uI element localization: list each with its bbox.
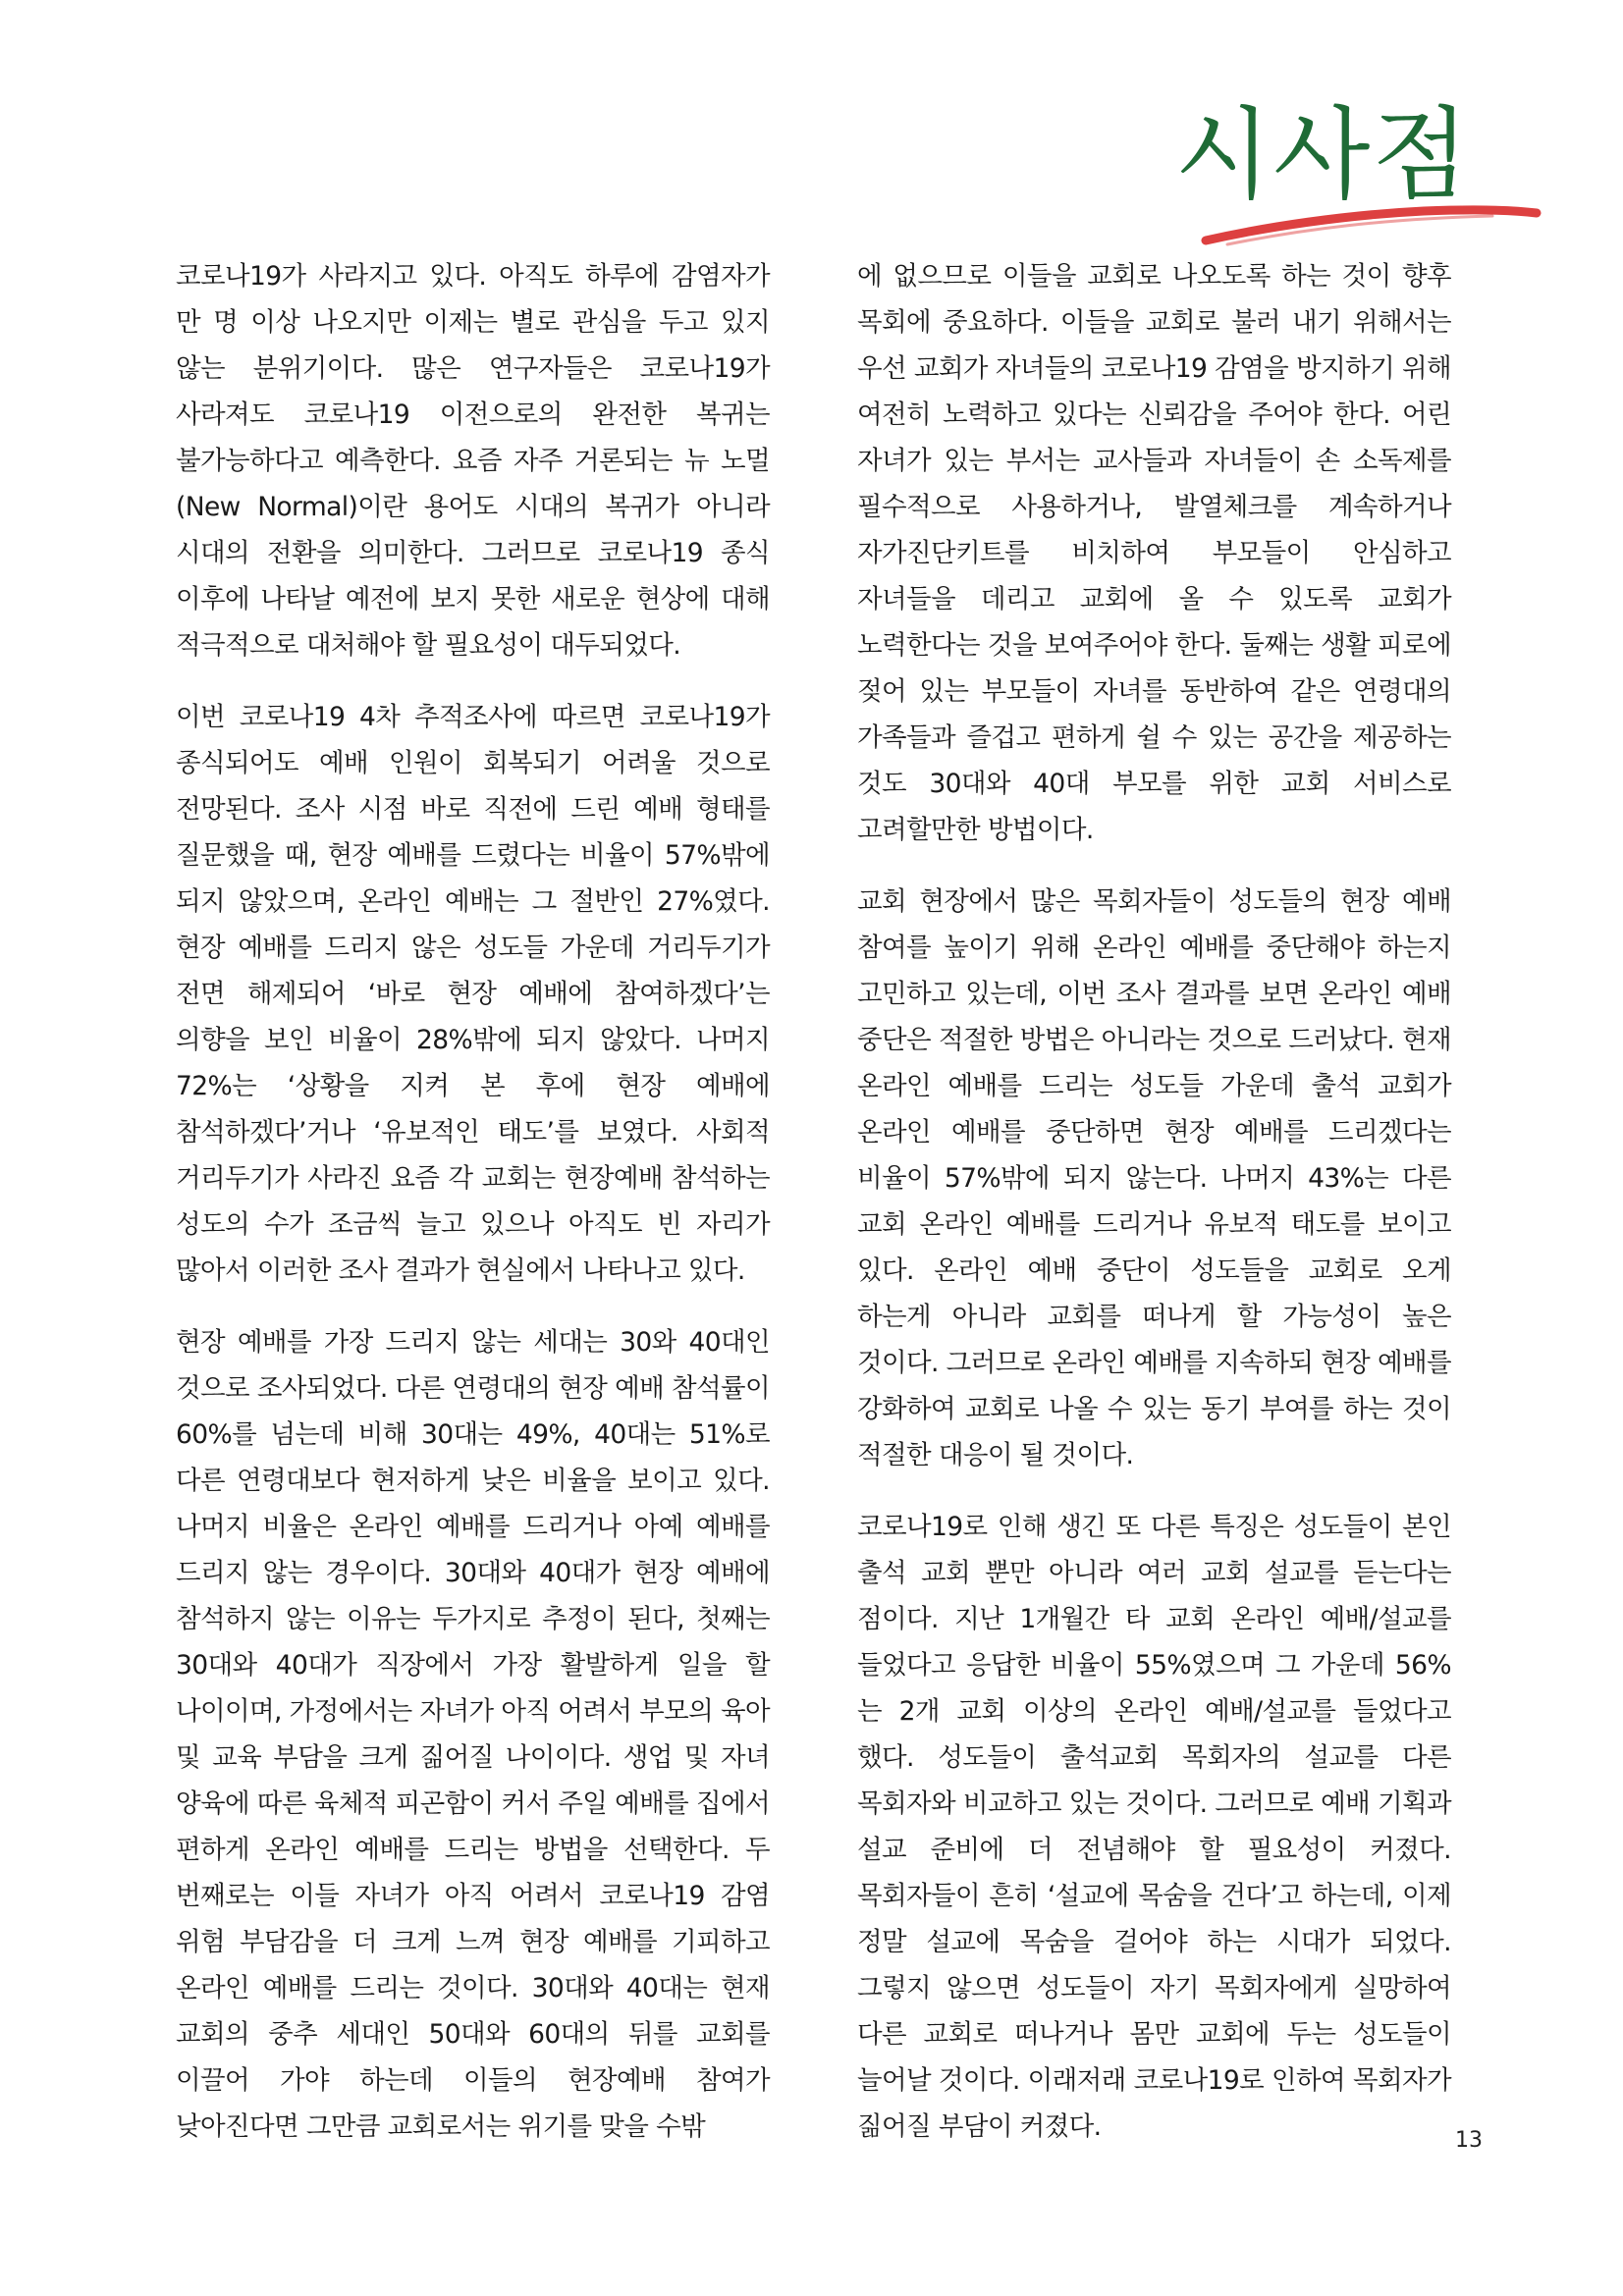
paragraph: 에 없으므로 이들을 교회로 나오도록 하는 것이 향후 목회에 중요하다. 이들을 교회로 불러 내기 위해서는 우선 교회가 자녀들의 코로나19 감염을 방지하기 위해 여전히 노력하고 있다는 신뢰감을 주어야 한다. 어린 자녀가 있는 부서는 교사들과 자녀들이 손 소독제를 필수적으로 사용하거나, 발열체크를 계속하거나 자가진단키트를 비치하여 부모들이 안심하고 자녀들을 데리고 교회에 올 수 있도록 교회가 노력한다는 것을 보여주어야 한다. 둘째는 생활 피로에 젖어 있는 부모들이 자녀를 동반하여 같은 연령대의 가족들과 즐겁고 편하게 쉴 수 있는 공간을 제공하는 것도 30대와 40대 부모를 위한 교회 서비스로 고려할만한 방법이다. bbox=[857, 261, 1451, 845]
page-title: 시사점 bbox=[1174, 97, 1471, 214]
paragraph: 교회 현장에서 많은 목회자들이 성도들의 현장 예배 참여를 높이기 위해 온라인 예배를 중단해야 하는지 고민하고 있는데, 이번 조사 결과를 보면 온라인 예배 중단은 적절한 방법은 아니라는 것으로 드러났다. 현재 온라인 예배를 드리는 성도들 가운데 출석 교회가 온라인 예배를 중단하면 현장 예배를 드리겠다는 비율이 57%밖에 되지 않는다. 나머지 43%는 다른 교회 온라인 예배를 드리거나 유보적 태도를 보이고 있다. 온라인 예배 중단이 성도들을 교회로 오게 하는게 아니라 교회를 떠나게 할 가능성이 높은 것이다. 그러므로 온라인 예배를 지속하되 현장 예배를 강화하여 교회로 나올 수 있는 동기 부여를 하는 것이 적절한 대응이 될 것이다. bbox=[857, 886, 1451, 1470]
page-number: 13 bbox=[1455, 2128, 1483, 2153]
red-brush-stroke bbox=[1198, 201, 1542, 250]
paragraph: 코로나19로 인해 생긴 또 다른 특징은 성도들이 본인 출석 교회 뿐만 아니라 여러 교회 설교를 듣는다는 점이다. 지난 1개월간 타 교회 온라인 예배/설교를 들었다고 응답한 비율이 55%였으며 그 가운데 56%는 2개 교회 이상의 온라인 예배/설교를 들었다고 했다. 성도들이 출석교회 목회자의 설교를 다른 목회자와 비교하고 있는 것이다. 그러므로 예배 기획과 설교 준비에 더 전념해야 할 필요성이 커졌다. 목회자들이 흔히 ‘설교에 목숨을 건다’고 하는데, 이제 정말 설교에 목숨을 걸어야 하는 시대가 되었다. 그렇지 않으면 성도들이 자기 목회자에게 실망하여 다른 교회로 떠나거나 몸만 교회에 두는 성도들이 늘어날 것이다. 이래저래 코로나19로 인하여 목회자가 짊어질 부담이 커졌다. bbox=[857, 1512, 1451, 2142]
paragraph: 코로나19가 사라지고 있다. 아직도 하루에 감염자가 만 명 이상 나오지만 이제는 별로 관심을 두고 있지 않는 분위기이다. 많은 연구자들은 코로나19가 사라져도 코로나19 이전으로의 완전한 복귀는 불가능하다고 예측한다. 요즘 자주 거론되는 뉴 노멀(New Normal)이란 용어도 시대의 복귀가 아니라 시대의 전환을 의미한다. 그러므로 코로나19 종식 이후에 나타날 예전에 보지 못한 새로운 현상에 대해 적극적으로 대처해야 할 필요성이 대두되었다. bbox=[176, 261, 770, 661]
text-column-right bbox=[857, 253, 1451, 2175]
paragraph: 현장 예배를 가장 드리지 않는 세대는 30와 40대인 것으로 조사되었다. 다른 연령대의 현장 예배 참석률이 60%를 넘는데 비해 30대는 49%, 40대는 51%로 다른 연령대보다 현저하게 낮은 비율을 보이고 있다. 나머지 비율은 온라인 예배를 드리거나 아예 예배를 드리지 않는 경우이다. 30대와 40대가 현장 예배에 참석하지 않는 이유는 두가지로 추정이 된다, 첫째는 30대와 40대가 직장에서 가장 활발하게 일을 할 나이이며, 가정에서는 자녀가 아직 어려서 부모의 육아 및 교육 부담을 크게 짊어질 나이이다. 생업 및 자녀 양육에 따른 육체적 피곤함이 커서 주일 예배를 집에서 편하게 온라인 예배를 드리는 방법을 선택한다. 두 번째로는 이들 자녀가 아직 어려서 코로나19 감염 위험 부담감을 더 크게 느껴 현장 예배를 기피하고 온라인 예배를 드리는 것이다. 30대와 40대는 현재 교회의 중추 세대인 50대와 60대의 뒤를 교회를 이끌어 가야 하는데 이들의 현장예배 참여가 낮아진다면 그만큼 교회로서는 위기를 맞을 수밖 bbox=[176, 1327, 770, 2142]
text-column-left bbox=[176, 253, 770, 2175]
paragraph: 이번 코로나19 4차 추적조사에 따르면 코로나19가 종식되어도 예배 인원이 회복되기 어려울 것으로 전망된다. 조사 시점 바로 직전에 드린 예배 형태를 질문했을 때, 현장 예배를 드렸다는 비율이 57%밖에 되지 않았으며, 온라인 예배는 그 절반인 27%였다. 현장 예배를 드리지 않은 성도들 가운데 거리두기가 전면 해제되어 ‘바로 현장 예배에 참여하겠다’는 의향을 보인 비율이 28%밖에 되지 않았다. 나머지 72%는 ‘상황을 지켜 본 후에 현장 예배에 참석하겠다’거나 ‘유보적인 태도’를 보였다. 사회적 거리두기가 사라진 요즘 각 교회는 현장예배 참석하는 성도의 수가 조금씩 늘고 있으나 아직도 빈 자리가 많아서 이러한 조사 결과가 현실에서 나타나고 있다. bbox=[176, 702, 770, 1286]
